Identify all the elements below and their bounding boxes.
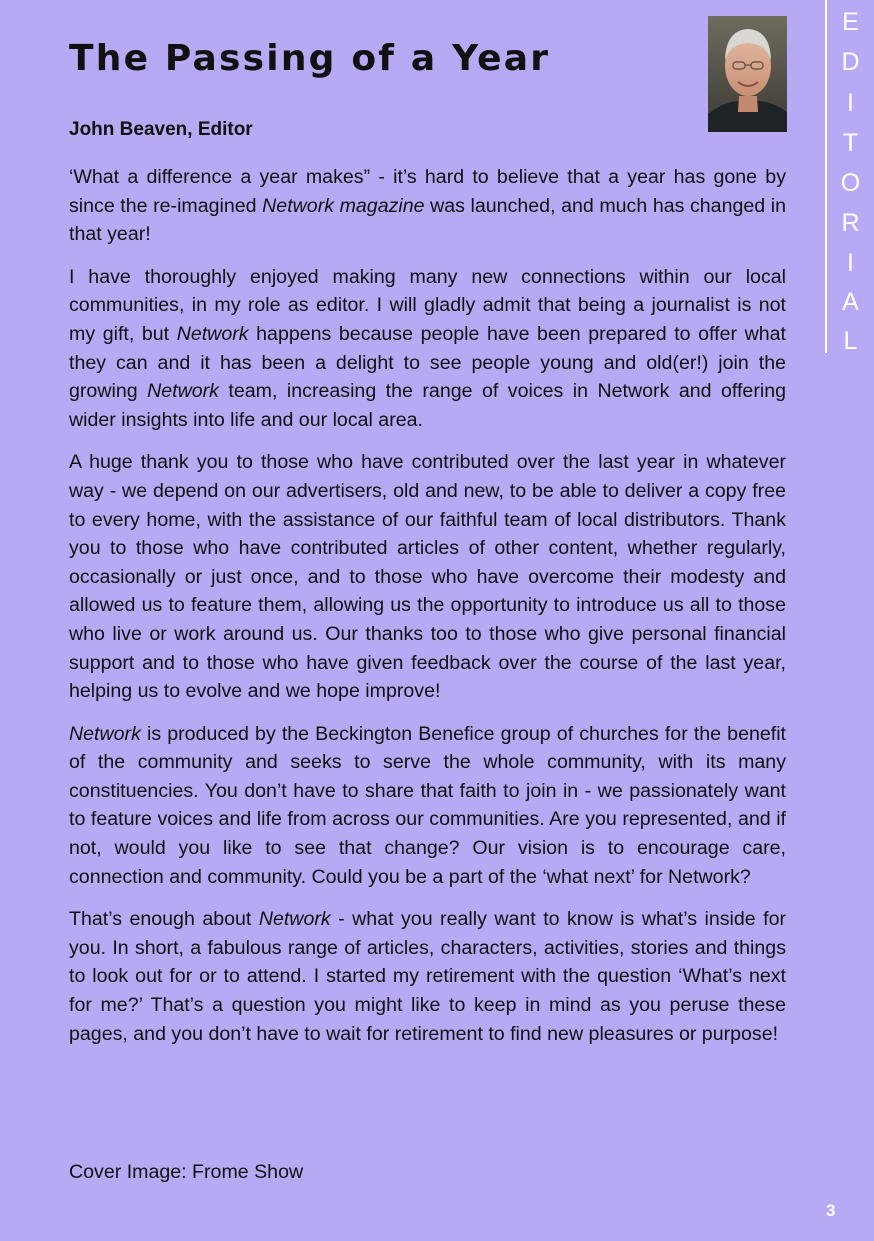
sidebar-letter: D — [841, 48, 860, 76]
sidebar-letter: L — [843, 327, 858, 355]
text-run: was launched, and much has changed in that year! — [69, 194, 786, 246]
text-run: I have thoroughly enjoyed making many new connections within our local communities, in my role as editor. I will gladly admit that being a journalist is not my gift, but — [69, 265, 786, 345]
section-sidebar — [825, 0, 874, 353]
sidebar-letter: I — [847, 249, 854, 277]
sidebar-letter: A — [842, 288, 859, 316]
italic-text-run: Network magazine — [262, 194, 425, 217]
paragraph — [69, 163, 786, 249]
sidebar-letter: R — [841, 209, 860, 237]
text-run: - what you really want to know is what’s inside for you. In short, a fabulous range of articles, characters, activities, stories and things to look out for or to attend. I started my retirement with the question ‘What’s next for me?’ That’s a question you might like to keep in mind as you peruse these pages, and you don’t have to wait for retirement to find new pleasures or purpose! — [69, 908, 786, 1045]
italic-text-run: Network — [69, 722, 141, 745]
article-author: John Beaven, Editor — [69, 119, 253, 140]
article-body — [69, 163, 786, 1048]
editor-photo — [708, 16, 787, 132]
italic-text-run: Network — [147, 380, 219, 403]
text-run: is produced by the Beckington Benefice group of churches for the benefit of the community and seeks to serve the whole community, with its many constituencies. You don’t have to share that faith to join in - we passionately want to feature voices and life from across our communities. Are you represented, and if not, would you like to see that change? Our vision is to encourage care, connection and community. Could you be a part of the ‘what next’ for Network? — [69, 722, 786, 888]
cover-image-caption: Cover Image: Frome Show — [69, 1161, 304, 1183]
paragraph — [69, 263, 786, 435]
paragraph — [69, 905, 786, 1048]
text-run: team, increasing the range of voices in Network and offering wider insights into life and our local area. — [69, 380, 786, 431]
sidebar-letter: T — [842, 129, 859, 157]
italic-text-run: Network — [258, 908, 331, 931]
paragraph — [69, 720, 786, 892]
paragraph: A huge thank you to those who have contributed over the last year in whatever way - we depend on our advertisers, old and new, to be able to deliver a copy free to every home, with the assistance of our faithful team of local distributors. Thank you to those who have contributed articles of other content, whether regularly, occasionally or just once, and to those who have overcome their modesty and allowed us to feature them, allowing us the opportunity to introduce us all to those who live or work around us. Our thanks too to those who give personal financial support and to those who have given feedback over the course of the last year, helping us to evolve and we hope improve! — [69, 451, 786, 703]
sidebar-letter: I — [847, 89, 854, 117]
italic-text-run: Network — [176, 322, 249, 345]
article-title: The Passing of a Year — [69, 38, 551, 79]
editor-portrait-image — [708, 16, 787, 132]
sidebar-letter: O — [840, 169, 861, 197]
text-run: That’s enough about — [69, 908, 259, 931]
text-run: ‘What a difference a year makes” - it’s hard to believe that a year has gone by since the re-imagined — [69, 166, 786, 217]
text-run: happens because people have been prepared to offer what they can and it has been a delight to see people young and old(er!) join the growing — [69, 322, 786, 403]
sidebar-letter: E — [842, 8, 859, 36]
page-number: 3 — [826, 1201, 836, 1220]
